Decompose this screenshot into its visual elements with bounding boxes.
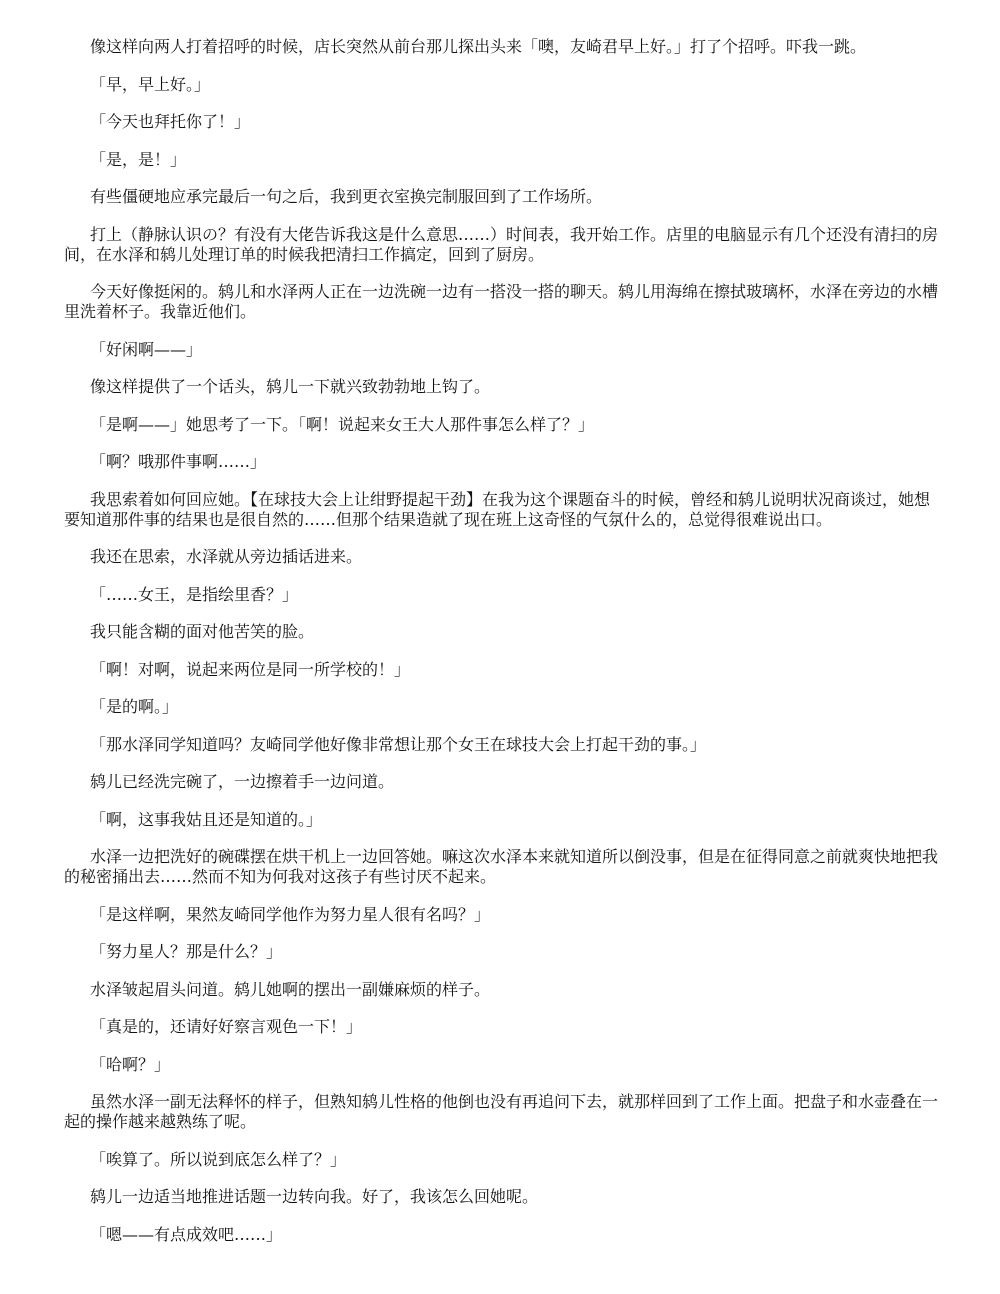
document-page	[64, 37, 944, 1262]
narration-paragraph: 我思索着如何回应她。【在球技大会上让绀野提起干劲】在我为这个课题奋斗的时候，曾经和鸫儿说明状况商谈过，她想要知道那件事的结果也是很自然的……但那个结果造就了现在班上这奇怪的气氛什么的，总觉得很难说出口。	[64, 489, 931, 529]
narration-paragraph: 打上（静脉认识の？有没有大佬告诉我这是什么意思……）时间表，我开始工作。店里的电脑显示有几个还没有清扫的房间，在水泽和鸫儿处理订单的时候我把清扫工作搞定，回到了厨房。	[64, 224, 939, 264]
dialogue-line: 「是啊——」她思考了一下。「啊！说起来女王大人那件事怎么样了？」	[90, 414, 595, 434]
dialogue-line: 「努力星人？那是什么？」	[90, 942, 283, 961]
dialogue-line: 「是这样啊，果然友崎同学他作为努力星人很有名吗？」	[90, 904, 491, 924]
dialogue-line: 「唉算了。所以说到底怎么样了？」	[90, 1149, 347, 1169]
dialogue-line: 「嗯——有点成效吧……」	[90, 1224, 283, 1244]
narration-paragraph: 水泽一边把洗好的碗碟摆在烘干机上一边回答她。嘛这次水泽本来就知道所以倒没事，但是在征得同意之前就爽快地把我的秘密捅出去……然而不知为何我对这孩子有些讨厌不起来。	[64, 847, 939, 886]
dialogue-line: 「哈啊？」	[90, 1054, 171, 1074]
dialogue-line: 「……女王，是指绘里香？」	[90, 584, 299, 604]
narration-paragraph: 虽然水泽一副无法释怀的样子，但熟知鸫儿性格的他倒也没有再追问下去，就那样回到了工作上面。把盘子和水壶叠在一起的操作越来越熟练了呢。	[64, 1092, 939, 1131]
dialogue-line: 「真是的，还请好好察言观色一下！」	[90, 1017, 363, 1036]
narration-paragraph: 鸫儿一边适当地推进话题一边转向我。好了，我该怎么回她呢。	[90, 1187, 539, 1206]
dialogue-line: 「今天也拜托你了！」	[90, 112, 251, 131]
dialogue-line: 「啊！对啊，说起来两位是同一所学校的！」	[90, 659, 411, 679]
dialogue-line: 「是，是！」	[90, 149, 187, 169]
dialogue-line: 「啊，这事我姑且还是知道的。」	[90, 809, 323, 829]
dialogue-line: 「是的啊。」	[90, 697, 179, 716]
narration-paragraph: 今天好像挺闲的。鸫儿和水泽两人正在一边洗碗一边有一搭没一搭的聊天。鸫儿用海绵在擦拭玻璃杯，水泽在旁边的水槽里洗着杯子。我靠近他们。	[64, 282, 939, 321]
dialogue-line: 「那水泽同学知道吗？友崎同学他好像非常想让那个女王在球技大会上打起干劲的事。」	[90, 734, 707, 754]
narration-paragraph: 水泽皱起眉头问道。鸫儿她啊的摆出一副嫌麻烦的样子。	[90, 979, 491, 999]
dialogue-line: 「好闲啊——」	[90, 339, 203, 359]
narration-paragraph: 有些僵硬地应承完最后一句之后，我到更衣室换完制服回到了工作场所。	[90, 187, 603, 206]
narration-paragraph: 我只能含糊的面对他苦笑的脸。	[90, 622, 315, 641]
dialogue-line: 「早，早上好。」	[90, 74, 211, 94]
narration-paragraph: 鸫儿已经洗完碗了，一边擦着手一边问道。	[90, 772, 395, 791]
narration-paragraph: 我还在思索，水泽就从旁边插话进来。	[90, 547, 363, 566]
narration-paragraph: 像这样提供了一个话头，鸫儿一下就兴致勃勃地上钩了。	[90, 377, 491, 396]
narration-paragraph: 像这样向两人打着招呼的时候，店长突然从前台那儿探出头来「噢，友崎君早上好。」打了个招呼。吓我一跳。	[90, 37, 867, 56]
dialogue-line: 「啊？哦那件事啊……」	[90, 452, 267, 471]
